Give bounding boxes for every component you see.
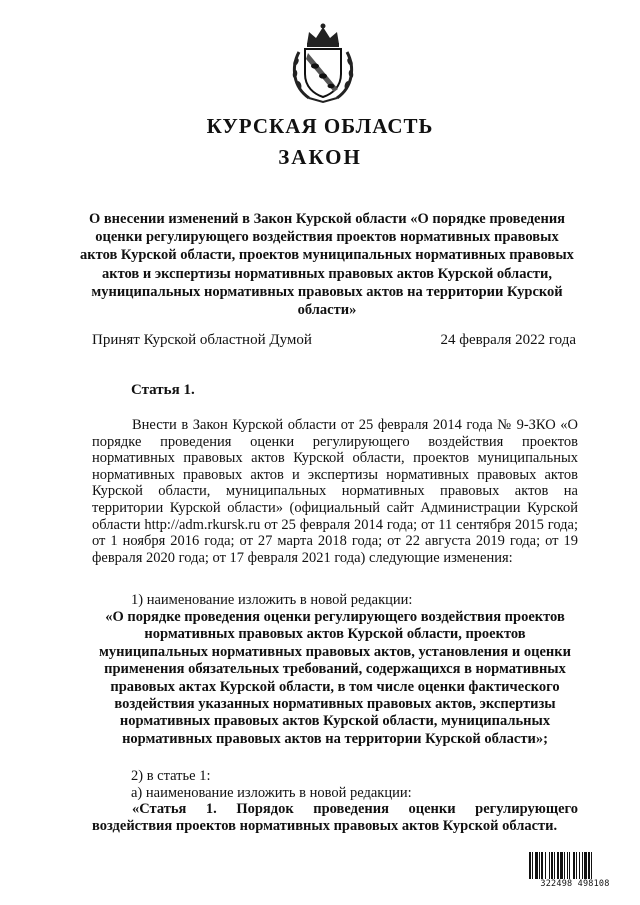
document-type-title: ЗАКОН	[278, 145, 362, 169]
new-article-1-title-line-1: «Статья 1. Порядок проведения оценки регулирующего	[132, 801, 578, 817]
new-law-name: «О порядке проведения оценки регулирующего воздействия проектов нормативных правовых актов Курской области, проектов муниципальных нормативных правовых актов, установления и оценки применения обязательных требований, содержащихся в нормативных правовых актах Курской области, в том числе оценки фактического воздействия указанных нормативных правовых актов, экспертизы нормативных правовых актов Курской области, муниципальных нормативных правовых актов на территории Курской области»;	[99, 609, 571, 747]
region-title: КУРСКАЯ ОБЛАСТЬ	[206, 114, 434, 138]
article-1-heading: Статья 1.	[131, 382, 195, 398]
barcode-number: 322498 498108	[527, 879, 623, 889]
adopted-by: Принят Курской областной Думой	[92, 332, 312, 348]
article-1-intro-paragraph: Внести в Закон Курской области от 25 февраля 2014 года № 9-ЗКО «О порядке проведения оценки регулирующего воздействия проектов нормативных правовых актов Курской области, проектов муниципальных нормативных правовых актов и экспертизы нормативных правовых актов Курской области, муниципальных нормативных правовых актов на территории Курской области» (официальный сайт Администрации Курской области http://adm.rkursk.ru от 25 февраля 2014 года; от 11 сентября 2015 года; от 1 ноября 2016 года; от 27 марта 2018 года; от 22 августа 2019 года; от 19 февраля 2020 года; от 17 февраля 2021 года) следующие изменения:	[92, 417, 578, 566]
amendment-item-2: 2) в статье 1:	[131, 768, 211, 784]
adoption-date: 24 февраля 2022 года	[440, 332, 576, 348]
law-subject-title: О внесении изменений в Закон Курской области «О порядке проведения оценки регулирующего воздействия проектов нормативных правовых актов Курской области, проектов муниципальных нормативных правовых актов и экспертизы нормативных правовых актов Курской области, муниципальных нормативных правовых актов на территории Курской области»	[80, 211, 574, 319]
amendment-item-1: 1) наименование изложить в новой редакции:	[131, 592, 413, 608]
kursk-coat-of-arms-icon	[287, 22, 359, 104]
amendment-item-2a: а) наименование изложить в новой редакции:	[131, 785, 412, 801]
new-article-1-title-line-2: воздействия проектов нормативных правовых актов Курской области.	[92, 818, 558, 834]
